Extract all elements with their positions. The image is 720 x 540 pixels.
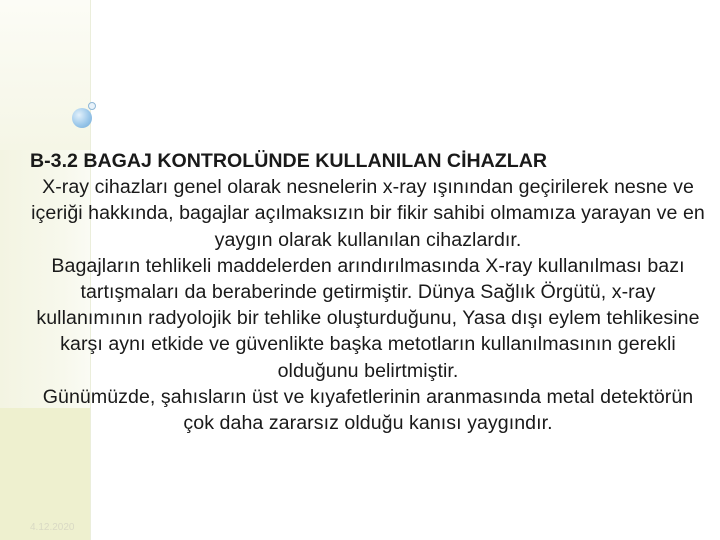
paragraph-xray-debate: Bagajların tehlikeli maddelerden arındırılmasında X-ray kullanılması bazı tartışmaları da beraberinde getirmiştir. Dünya Sağlık Örgütü, x-ray kullanımının radyolojik bir tehlike oluşturduğunu, Yasa dışı eylem tehlikesine karşı aynı etkide ve güvenlikte başka metotların kullanılmasının gerekli olduğunu belirtmiştir. (36, 254, 700, 382)
small-circle-icon (88, 102, 96, 110)
paragraph-xray-definition: X-ray cihazları genel olarak nesnelerin x-ray ışınından geçirilerek nesne ve içeriği hakkında, bagajlar açılmaksızın bir fikir sahibi olmamıza yarayan ve en yaygın olarak kullanılan cihazlardır. (31, 176, 705, 251)
blue-circle-icon (72, 108, 92, 128)
slide-body (28, 148, 708, 436)
footer-date: 4.12.2020 (30, 522, 75, 533)
paragraph-metal-detector: Günümüzde, şahısların üst ve kıyafetlerinin aranmasında metal detektörün çok daha zararsız olduğu kanısı yaygındır. (42, 385, 694, 435)
slide-heading: B-3.2 BAGAJ KONTROLÜNDE KULLANILAN CİHAZLAR (30, 150, 548, 172)
left-bar-top-fade (0, 0, 90, 150)
